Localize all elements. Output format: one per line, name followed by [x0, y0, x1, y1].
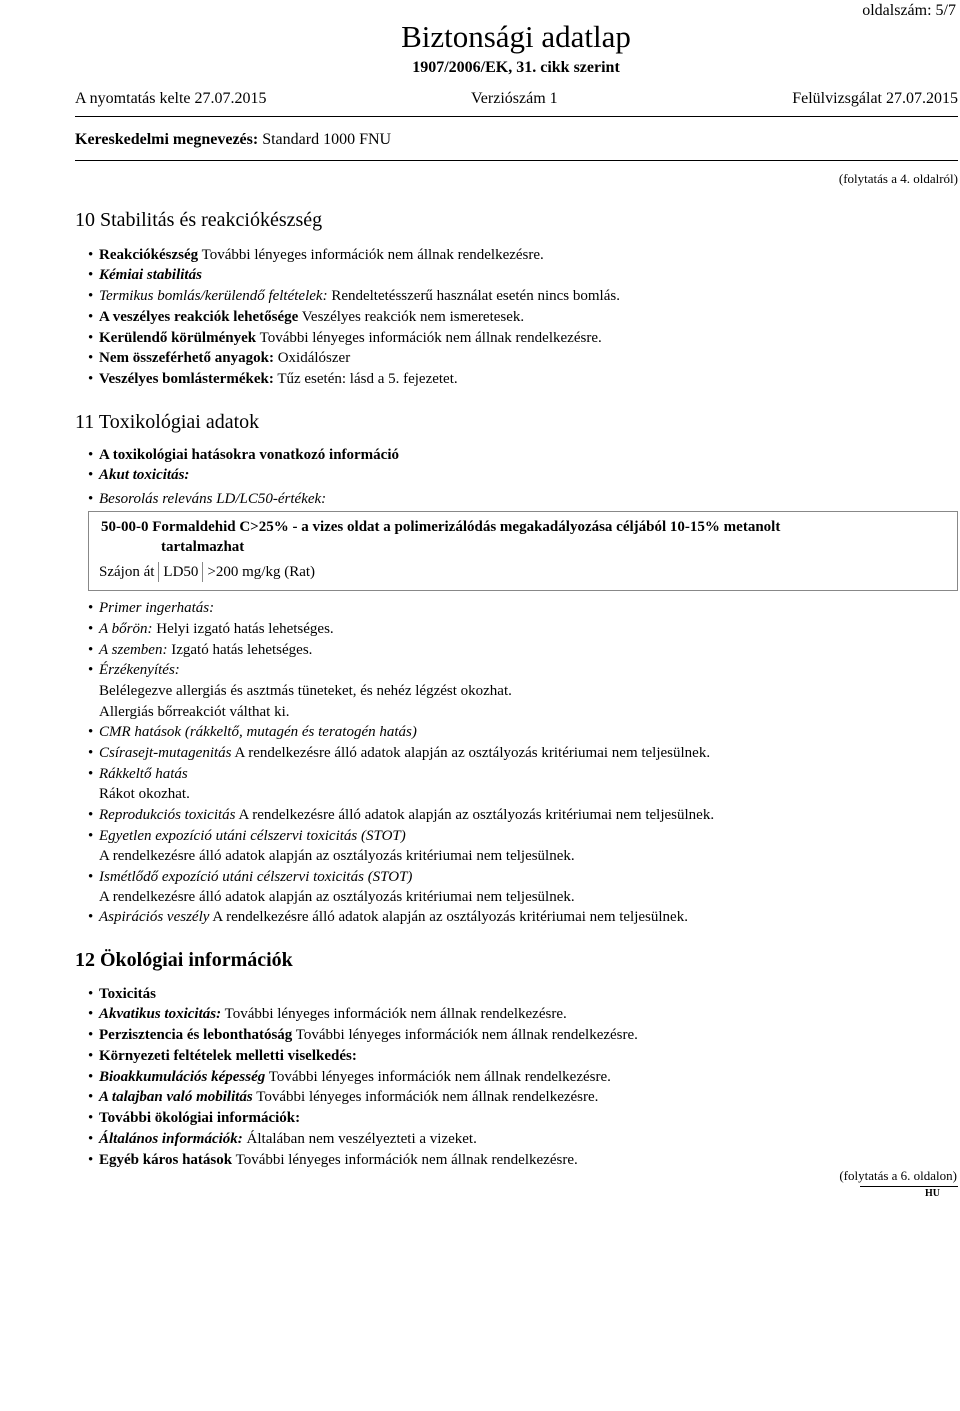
header-divider	[75, 116, 958, 117]
list-item: • Termikus bomlás/kerülendő feltételek: Rendeltetésszerű használat esetén nincs bomlás.	[88, 288, 620, 304]
trade-name-label: Kereskedelmi megnevezés:	[75, 131, 259, 148]
document-title: Biztonsági adatlap	[401, 19, 631, 54]
stot-re-text: A rendelkezésre álló adatok alapján az osztályozás kritériumai nem teljesülnek.	[99, 889, 575, 905]
trade-name-value: Standard 1000 FNU	[262, 131, 392, 148]
list-item: • Környezeti feltételek melletti viselkedés:	[88, 1048, 357, 1064]
trade-divider	[75, 160, 958, 161]
revision-date: Felülvizsgálat 27.07.2015	[792, 90, 958, 107]
type-cell: LD50	[159, 562, 203, 582]
list-item: • Csírasejt-mutagenitás A rendelkezésre álló adatok alapján az osztályozás kritériumai nem teljesülnek.	[88, 745, 711, 761]
sensitization-text: Belélegezve allergiás és asztmás tüneteket, és nehéz légzést okozhat.	[99, 683, 512, 699]
list-item: • További ökológiai információk:	[88, 1110, 301, 1126]
language-code: HU	[925, 1188, 940, 1199]
list-item: • A veszélyes reakciók lehetősége Veszélyes reakciók nem ismeretesek.	[88, 309, 525, 325]
value-cell: >200 mg/kg (Rat)	[207, 564, 316, 580]
list-item: • Egyetlen expozíció utáni célszervi toxicitás (STOT)	[88, 828, 406, 844]
ld50-row	[95, 562, 319, 582]
page-number: oldalszám: 5/7	[862, 2, 956, 19]
list-item: • Akvatikus toxicitás: További lényeges információk nem állnak rendelkezésre.	[88, 1006, 567, 1022]
stot-se-text: A rendelkezésre álló adatok alapján az osztályozás kritériumai nem teljesülnek.	[99, 848, 575, 864]
list-item: • Kémiai stabilitás	[88, 267, 202, 283]
list-item: • Érzékenyítés:	[88, 662, 180, 678]
list-item: • Ismétlődő expozíció utáni célszervi toxicitás (STOT)	[88, 869, 413, 885]
trade-name	[75, 131, 391, 149]
carcinogenicity-text: Rákot okozhat.	[99, 786, 190, 802]
list-item: • A szemben: Izgató hatás lehetséges.	[88, 642, 313, 658]
list-item: • Bioakkumulációs képesség További lényeges információk nem állnak rendelkezésre.	[88, 1069, 611, 1085]
version: Verziószám 1	[471, 90, 558, 107]
list-item: • Egyéb káros hatások További lényeges információk nem állnak rendelkezésre.	[88, 1152, 578, 1168]
list-item: • Akut toxicitás:	[88, 467, 190, 483]
document-subtitle: 1907/2006/EK, 31. cikk szerint	[412, 59, 620, 76]
list-item: • Toxicitás	[88, 986, 156, 1002]
list-item: • Veszélyes bomlástermékek: Tűz esetén: lásd a 5. fejezetet.	[88, 371, 458, 387]
continued-on: (folytatás a 6. oldalon)	[839, 1168, 957, 1183]
list-item: • Reakciókészség További lényeges információk nem állnak rendelkezésre.	[88, 247, 544, 263]
list-item: • Primer ingerhatás:	[88, 600, 215, 616]
ld50-table-box	[88, 511, 958, 591]
list-item: • Rákkeltő hatás	[88, 766, 188, 782]
list-item: • Általános információk: Általában nem veszélyezteti a vizeket.	[88, 1131, 477, 1147]
print-date: A nyomtatás kelte 27.07.2015	[75, 90, 267, 107]
section-12-title: 12 Ökológiai információk	[75, 949, 293, 971]
list-item: • Aspirációs veszély A rendelkezésre álló adatok alapján az osztályozás kritériumai nem teljesülnek.	[88, 909, 688, 925]
list-item: • Reprodukciós toxicitás A rendelkezésre álló adatok alapján az osztályozás kritériumai nem teljesülnek.	[88, 807, 715, 823]
route-cell: Szájon át	[95, 562, 159, 582]
list-item: • A bőrön: Helyi izgató hatás lehetséges.	[88, 621, 334, 637]
list-item: • CMR hatások (rákkeltő, mutagén és teratogén hatás)	[88, 724, 417, 740]
list-item: • A toxikológiai hatásokra vonatkozó információ	[88, 447, 400, 463]
list-item: • Besorolás releváns LD/LC50-értékek:	[88, 491, 327, 507]
list-item: • A talajban való mobilitás További lényeges információk nem állnak rendelkezésre.	[88, 1089, 599, 1105]
sensitization-text: Allergiás bőrreakciót válthat ki.	[99, 704, 290, 720]
continued-from: (folytatás a 4. oldalról)	[838, 171, 958, 186]
list-item: • Perzisztencia és lebonthatóság További lényeges információk nem állnak rendelkezésre.	[88, 1027, 638, 1043]
section-11-title: 11 Toxikológiai adatok	[75, 411, 260, 433]
section-10-title: 10 Stabilitás és reakciókészség	[75, 209, 323, 231]
list-item: • Nem összeférhető anyagok: Oxidálószer	[88, 350, 351, 366]
footer-divider	[860, 1186, 958, 1187]
list-item: • Kerülendő körülmények További lényeges információk nem állnak rendelkezésre.	[88, 330, 602, 346]
substance-name: 50-00-0 Formaldehid C>25% - a vizes oldat a polimerizálódás megakadályozása céljából 10-15% metanolt tartalmazhat	[101, 519, 781, 555]
